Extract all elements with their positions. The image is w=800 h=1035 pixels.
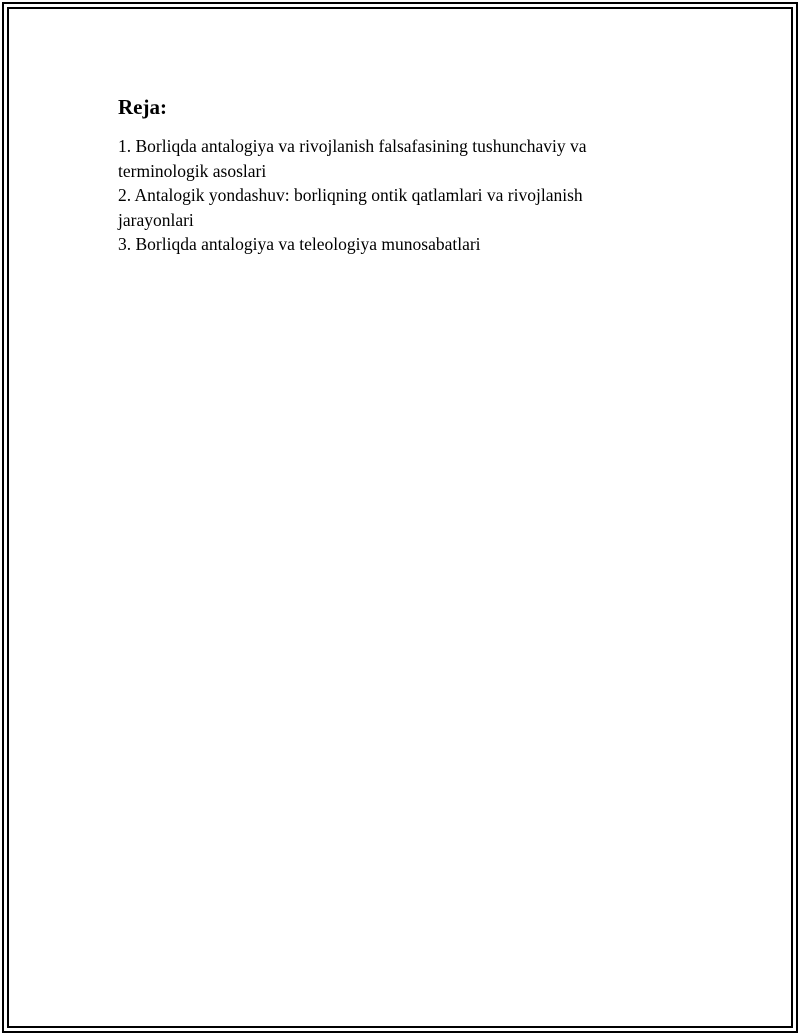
plan-item-1: 1. Borliqda antalogiya va rivojlanish falsafasining tushunchaviy va terminologik asoslari: [118, 136, 587, 181]
plan-list: [118, 134, 638, 257]
plan-title: Reja:: [118, 95, 167, 119]
plan-item-2: 2. Antalogik yondashuv: borliqning ontik qatlamlari va rivojlanish jarayonlari: [118, 185, 583, 230]
document-content: [118, 94, 638, 257]
plan-item-3: 3. Borliqda antalogiya va teleologiya munosabatlari: [118, 234, 481, 254]
